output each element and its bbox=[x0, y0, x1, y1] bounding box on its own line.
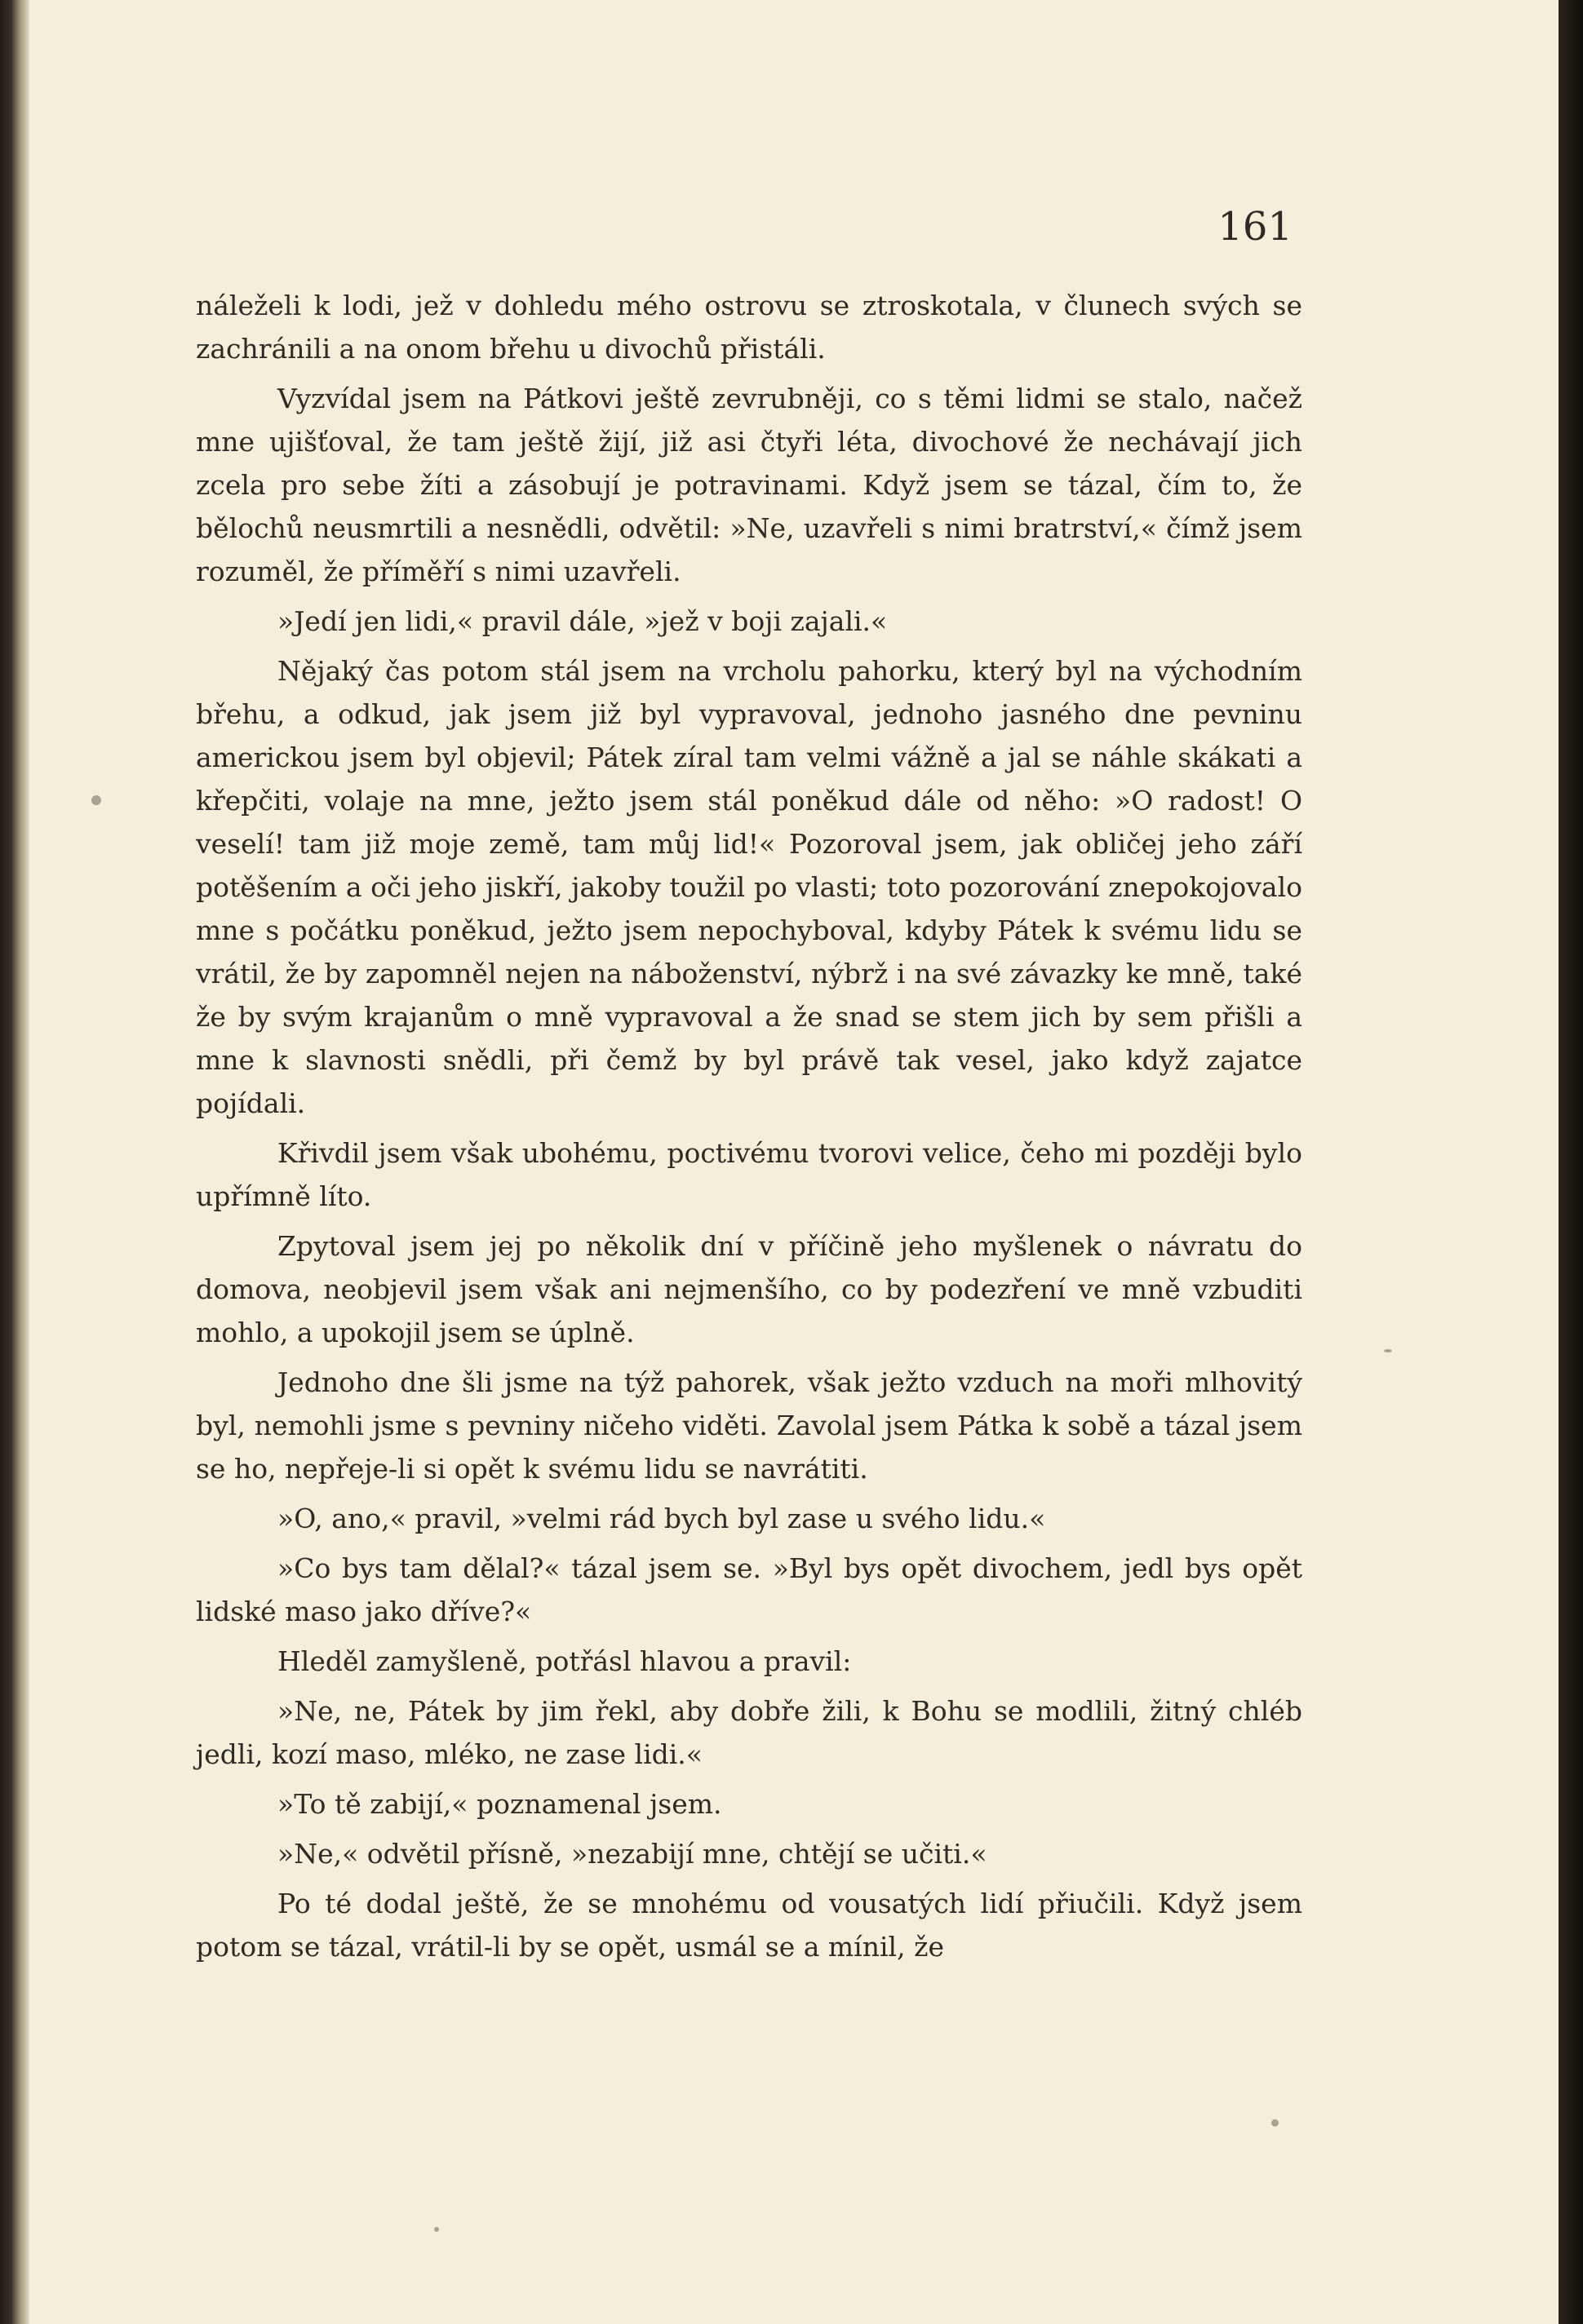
paper-speck bbox=[91, 795, 101, 805]
body-text bbox=[196, 284, 1302, 1975]
paragraph-6: Zpytoval jsem jej po několik dní v příčině jeho myšlenek o návratu do domova, neobjevil jsem však ani nejmenšího, co by podezření ve mně vzbuditi mohlo, a upokojil jsem se úplně. bbox=[196, 1230, 1302, 1348]
paragraph-1: náleželi k lodi, jež v dohledu mého ostrovu se ztroskotala, v člunech svých se zachránili a na onom břehu u divochů přistáli. bbox=[196, 290, 1302, 365]
paragraph-11: »Ne, ne, Pátek by jim řekl, aby dobře žili, k Bohu se modlili, žitný chléb jedli, kozí maso, mléko, ne zase lidi.« bbox=[196, 1695, 1302, 1770]
paragraph-2: Vyzvídal jsem na Pátkovi ještě zevrubněji, co s těmi lidmi se stalo, načež mne ujišťoval, že tam ještě žijí, již asi čtyři léta, divochové že nechávají jich zcela pro sebe žíti a zásobují je potravinami. Když jsem se tázal, čím to, že bělochů neusmrtili a nesnědli, odvětil: »Ne, uzavřeli s nimi bratrství,« čímž jsem rozuměl, že příměří s nimi uzavřeli. bbox=[196, 383, 1302, 587]
paragraph-3: »Jedí jen lidi,« pravil dále, »jež v boji zajali.« bbox=[277, 605, 888, 637]
paragraph-12: »To tě zabijí,« poznamenal jsem. bbox=[277, 1788, 722, 1820]
paragraph-4: Nějaký čas potom stál jsem na vrcholu pahorku, který byl na východním břehu, a odkud, jak jsem již byl vypravoval, jednoho jasného dne pevninu americkou jsem byl objevil; Pátek zíral tam velmi vážně a jal se náhle skákati a křepčiti, volaje na mne, ježto jsem stál poněkud dále od něho: »O radost! O veselí! tam již moje země, tam můj lid!« Pozoroval jsem, jak obličej jeho září potěšením a oči jeho jiskří, jakoby toužil po vlasti; toto pozorování znepokojovalo mne s počátku poněkud, ježto jsem nepochyboval, kdyby Pátek k svému lidu se vrátil, že by zapomněl nejen na náboženství, nýbrž i na své závazky ke mně, také že by svým krajanům o mně vypravoval a že snad se stem jich by sem přišli a mne k slavnosti snědli, při čemž by byl právě tak vesel, jako když zajatce pojídali. bbox=[196, 655, 1302, 1119]
binding-gutter bbox=[0, 0, 29, 2324]
paragraph-13: »Ne,« odvětil přísně, »nezabijí mne, chtějí se učiti.« bbox=[277, 1838, 987, 1870]
paragraph-7: Jednoho dne šli jsme na týž pahorek, však ježto vzduch na moři mlhovitý byl, nemohli jsme s pevniny ničeho viděti. Zavolal jsem Pátka k sobě a tázal jsem se ho, nepřeje-li si opět k svému lidu se navrátiti. bbox=[196, 1366, 1302, 1485]
paper-speck bbox=[1271, 2119, 1279, 2127]
paragraph-14: Po té dodal ještě, že se mnohému od vousatých lidí přiučili. Když jsem potom se tázal, vrátil-li by se opět, usmál se a mínil, že bbox=[196, 1888, 1302, 1963]
paragraph-9: »Co bys tam dělal?« tázal jsem se. »Byl bys opět divochem, jedl bys opět lidské maso jako dříve?« bbox=[196, 1552, 1302, 1627]
page-edge bbox=[1559, 0, 1583, 2324]
paper-speck bbox=[434, 2227, 439, 2232]
paragraph-5: Křivdil jsem však ubohému, poctivému tvorovi velice, čeho mi později bylo upřímně líto. bbox=[196, 1137, 1302, 1212]
paragraph-10: Hleděl zamyšleně, potřásl hlavou a pravil: bbox=[277, 1645, 852, 1677]
paper-speck bbox=[1384, 1349, 1392, 1352]
page-number: 161 bbox=[1217, 204, 1293, 250]
paragraph-8: »O, ano,« pravil, »velmi rád bych byl zase u svého lidu.« bbox=[277, 1503, 1046, 1534]
